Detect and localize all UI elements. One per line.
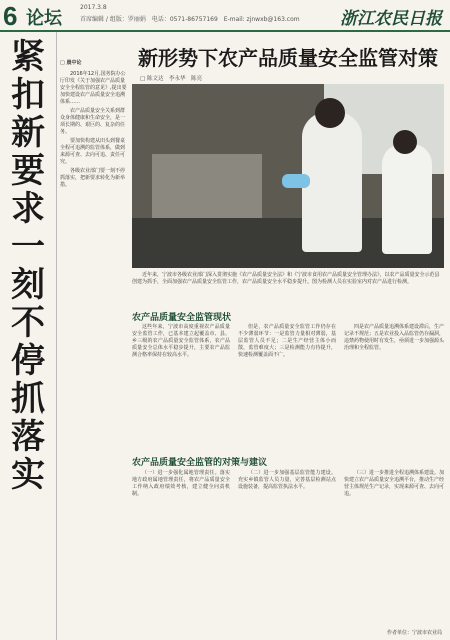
article-column: （三）进一步推进全程追溯体系建设。加快建立农产品质量安全追溯平台，推动生产经营主体规范生产记录，实现来源可查、去向可追。 — [344, 470, 445, 497]
commentary-paragraph: 要加快构建从田头到餐桌全程可追溯的监管体系，做到来源可查、去向可追、责任可究。 — [60, 138, 126, 165]
article-byline: □ 陈文达 李永华 陈亮 — [140, 76, 202, 82]
page-header — [0, 0, 450, 32]
section-name: 论坛 — [26, 8, 62, 29]
article-column: （二）进一步加强基层监管能力建设。充实乡镇监管人员力量，完善基层检测站点设施装备，提高监管执法水平。 — [238, 470, 336, 490]
commentary-column — [0, 32, 57, 640]
commentary-body — [60, 60, 128, 191]
commentary-byline: □ 晨中论 — [60, 60, 82, 66]
commentary-title: 紧 扣 新 要 求 一 刻 不 停 抓 落 实 — [11, 37, 45, 495]
article-column: 但是，农产品质量安全监管工作仍存在不少薄弱环节：一是监管力量相对薄弱，基层监管人员不足；二是生产经营主体小而散，监管难度大；三是检测能力有待提升，快速检测覆盖面不广。 — [238, 324, 336, 358]
section-heading-status: 农产品质量安全监管现状 — [132, 313, 232, 323]
newspaper-logo: 浙江农民日报 — [340, 9, 442, 29]
article-column: 这些年来，宁波市高度重视农产品质量安全监管工作，已基本建立起覆盖市、县、乡三级的农产品质量安全监管体系，农产品质量安全总体水平稳步提升，主要农产品监测合格率保持在较高水平。 — [132, 324, 230, 358]
editor-contact: 首席编辑 / 组版：罗丽娟 电话：0571-86757169 E-mail: zjnwxb@163.com — [80, 16, 300, 23]
lab-photo — [132, 84, 444, 268]
page-number: 6 — [3, 1, 18, 31]
photo-caption: 近年来，宁波市各级农业部门深入贯彻实施《农产品质量安全法》和《宁波市食用农产品质量安全管理办法》，以农产品质量安全示范县创建为抓手，全面加强农产品质量安全监管工作，农产品质量安全水平稳步提升。图为检测人员在实验室内对农产品进行检测。 — [132, 272, 440, 285]
article-column: （一）进一步强化属地管理责任。落实地方政府属地管理责任，将农产品质量安全工作纳入政府绩效考核，建立健全问责机制。 — [132, 470, 230, 497]
section-heading-measures: 农产品质量安全监管的对策与建议 — [132, 458, 268, 468]
author-affiliation: 作者单位：宁波市农业局 — [386, 630, 442, 636]
commentary-paragraph: 农产品质量安全关系到群众身体健康和生命安全，是一项长期的、艰巨的、复杂的任务。 — [60, 108, 126, 135]
article-title: 新形势下农产品质量安全监管对策 — [138, 46, 438, 70]
article-column: 四是农产品质量追溯体系建设滞后，生产记录不规范；五是农业投入品监管仍存漏洞，违禁药物使用时有发生，亟须进一步加强源头治理和全程监管。 — [344, 324, 445, 351]
issue-date: 2017.3.8 — [80, 4, 107, 11]
commentary-paragraph: 2016年12月,国务院办公厅印发《关于加强农产品质量安全全程监管的意见》,提出要加快建设农产品质量安全追溯体系…… — [60, 71, 127, 105]
commentary-paragraph: 各级农业部门要一刻不停抓落实，把新要求转化为新举措。 — [60, 168, 126, 188]
